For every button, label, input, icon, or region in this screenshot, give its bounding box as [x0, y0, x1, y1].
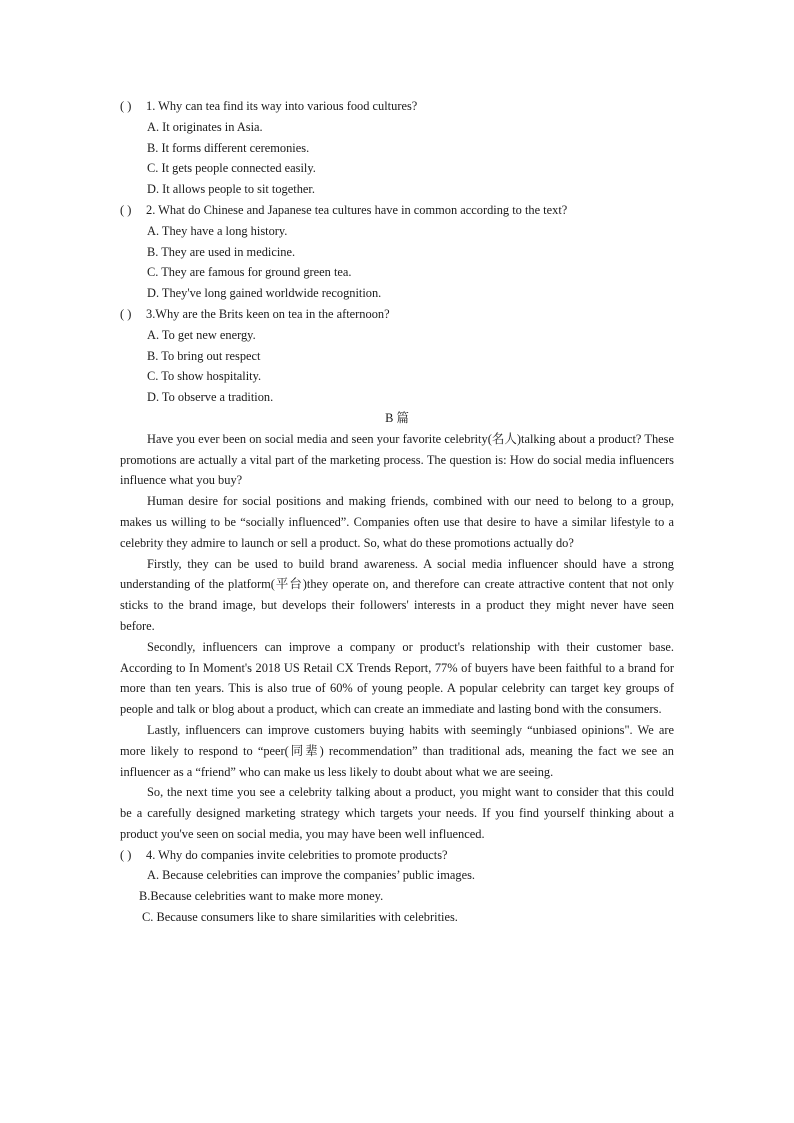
- passage-paragraph-6: So, the next time you see a celebrity talking about a product, you might want to consider that this could be a carefully designed marketing strategy which targets your needs. If you find yourself thinking about a product you've seen on social media, you may have been well influenced.: [120, 785, 674, 841]
- passage-paragraph-2: Human desire for social positions and making friends, combined with our need to belong to a group, makes us willing to be “socially influenced”. Companies often use that desire to have a similar lifestyle to a celebrity they admire to launch or sell a product. So, what do these promotions actually do?: [120, 494, 674, 550]
- option-a: A. Because celebrities can improve the companies’ public images.: [147, 868, 476, 883]
- answer-blank[interactable]: ( ): [120, 202, 132, 217]
- option-a: A. It originates in Asia.: [147, 119, 263, 134]
- answer-blank[interactable]: ( ): [120, 306, 132, 321]
- option-d: D. It allows people to sit together.: [147, 182, 315, 197]
- question-text: 4. Why do companies invite celebrities to promote products?: [146, 847, 448, 862]
- question-4-stem: [120, 845, 674, 866]
- answer-blank[interactable]: ( ): [120, 847, 132, 862]
- passage-paragraph-4: Secondly, influencers can improve a company or product's relationship with their customer base. According to In Moment's 2018 US Retail CX Trends Report, 77% of buyers have been faithful to a brand for more than ten years. This is also true of 60% of young people. A popular celebrity can target key groups of people and talk or blog about a product, which can create an immediate and lasting bond with the consumers.: [120, 639, 674, 717]
- option-c: C. It gets people connected easily.: [147, 161, 316, 176]
- section-b-heading: B 篇: [385, 410, 409, 425]
- option-b: B.Because celebrities want to make more money.: [139, 889, 384, 904]
- option-b: B. They are used in medicine.: [147, 244, 296, 259]
- option-c: C. To show hospitality.: [147, 369, 262, 384]
- passage-b: [120, 429, 674, 845]
- question-text: 3.Why are the Brits keen on tea in the afternoon?: [146, 306, 390, 321]
- passage-paragraph-5: Lastly, influencers can improve customers buying habits with seemingly “unbiased opinions". We are more likely to respond to “peer(同辈) recommendation” than traditional ads, meaning the fact we see an influencer as a “friend” who can make us less likely to doubt about what we are seeing.: [120, 722, 674, 779]
- option-a: A. They have a long history.: [147, 223, 288, 238]
- option-c: C. They are famous for ground green tea.: [147, 265, 352, 280]
- option-b: B. It forms different ceremonies.: [147, 140, 310, 155]
- question-3-stem: [120, 304, 674, 325]
- question-block-1: [120, 96, 674, 200]
- passage-paragraph-3: Firstly, they can be used to build brand awareness. A social media influencer should have a strong understanding of the platform(平台)they operate on, and therefore can create attractive content that not only sticks to the brand image, but develops their followers' interests in a product they might never have seen before.: [120, 556, 674, 633]
- option-c: C. Because consumers like to share similarities with celebrities.: [142, 910, 458, 925]
- question-block-3: [120, 304, 674, 408]
- question-2-stem: [120, 200, 674, 221]
- answer-blank[interactable]: ( ): [120, 99, 132, 113]
- question-text: 1. Why can tea find its way into various food cultures?: [146, 99, 418, 113]
- question-1-stem: [120, 96, 674, 117]
- option-d: D. To observe a tradition.: [147, 390, 274, 405]
- question-block-2: [120, 200, 674, 304]
- question-block-4: [120, 845, 674, 928]
- passage-paragraph-1: Have you ever been on social media and seen your favorite celebrity(名人)talking about a product? These promotions are actually a vital part of the marketing process. The question is: How do social media influencers influence what you buy?: [120, 431, 674, 488]
- question-text: 2. What do Chinese and Japanese tea cultures have in common according to the text?: [146, 202, 568, 217]
- option-a: A. To get new energy.: [147, 327, 256, 342]
- exam-page: [120, 96, 674, 928]
- option-d: D. They've long gained worldwide recognition.: [147, 286, 382, 301]
- option-b: B. To bring out respect: [147, 348, 261, 363]
